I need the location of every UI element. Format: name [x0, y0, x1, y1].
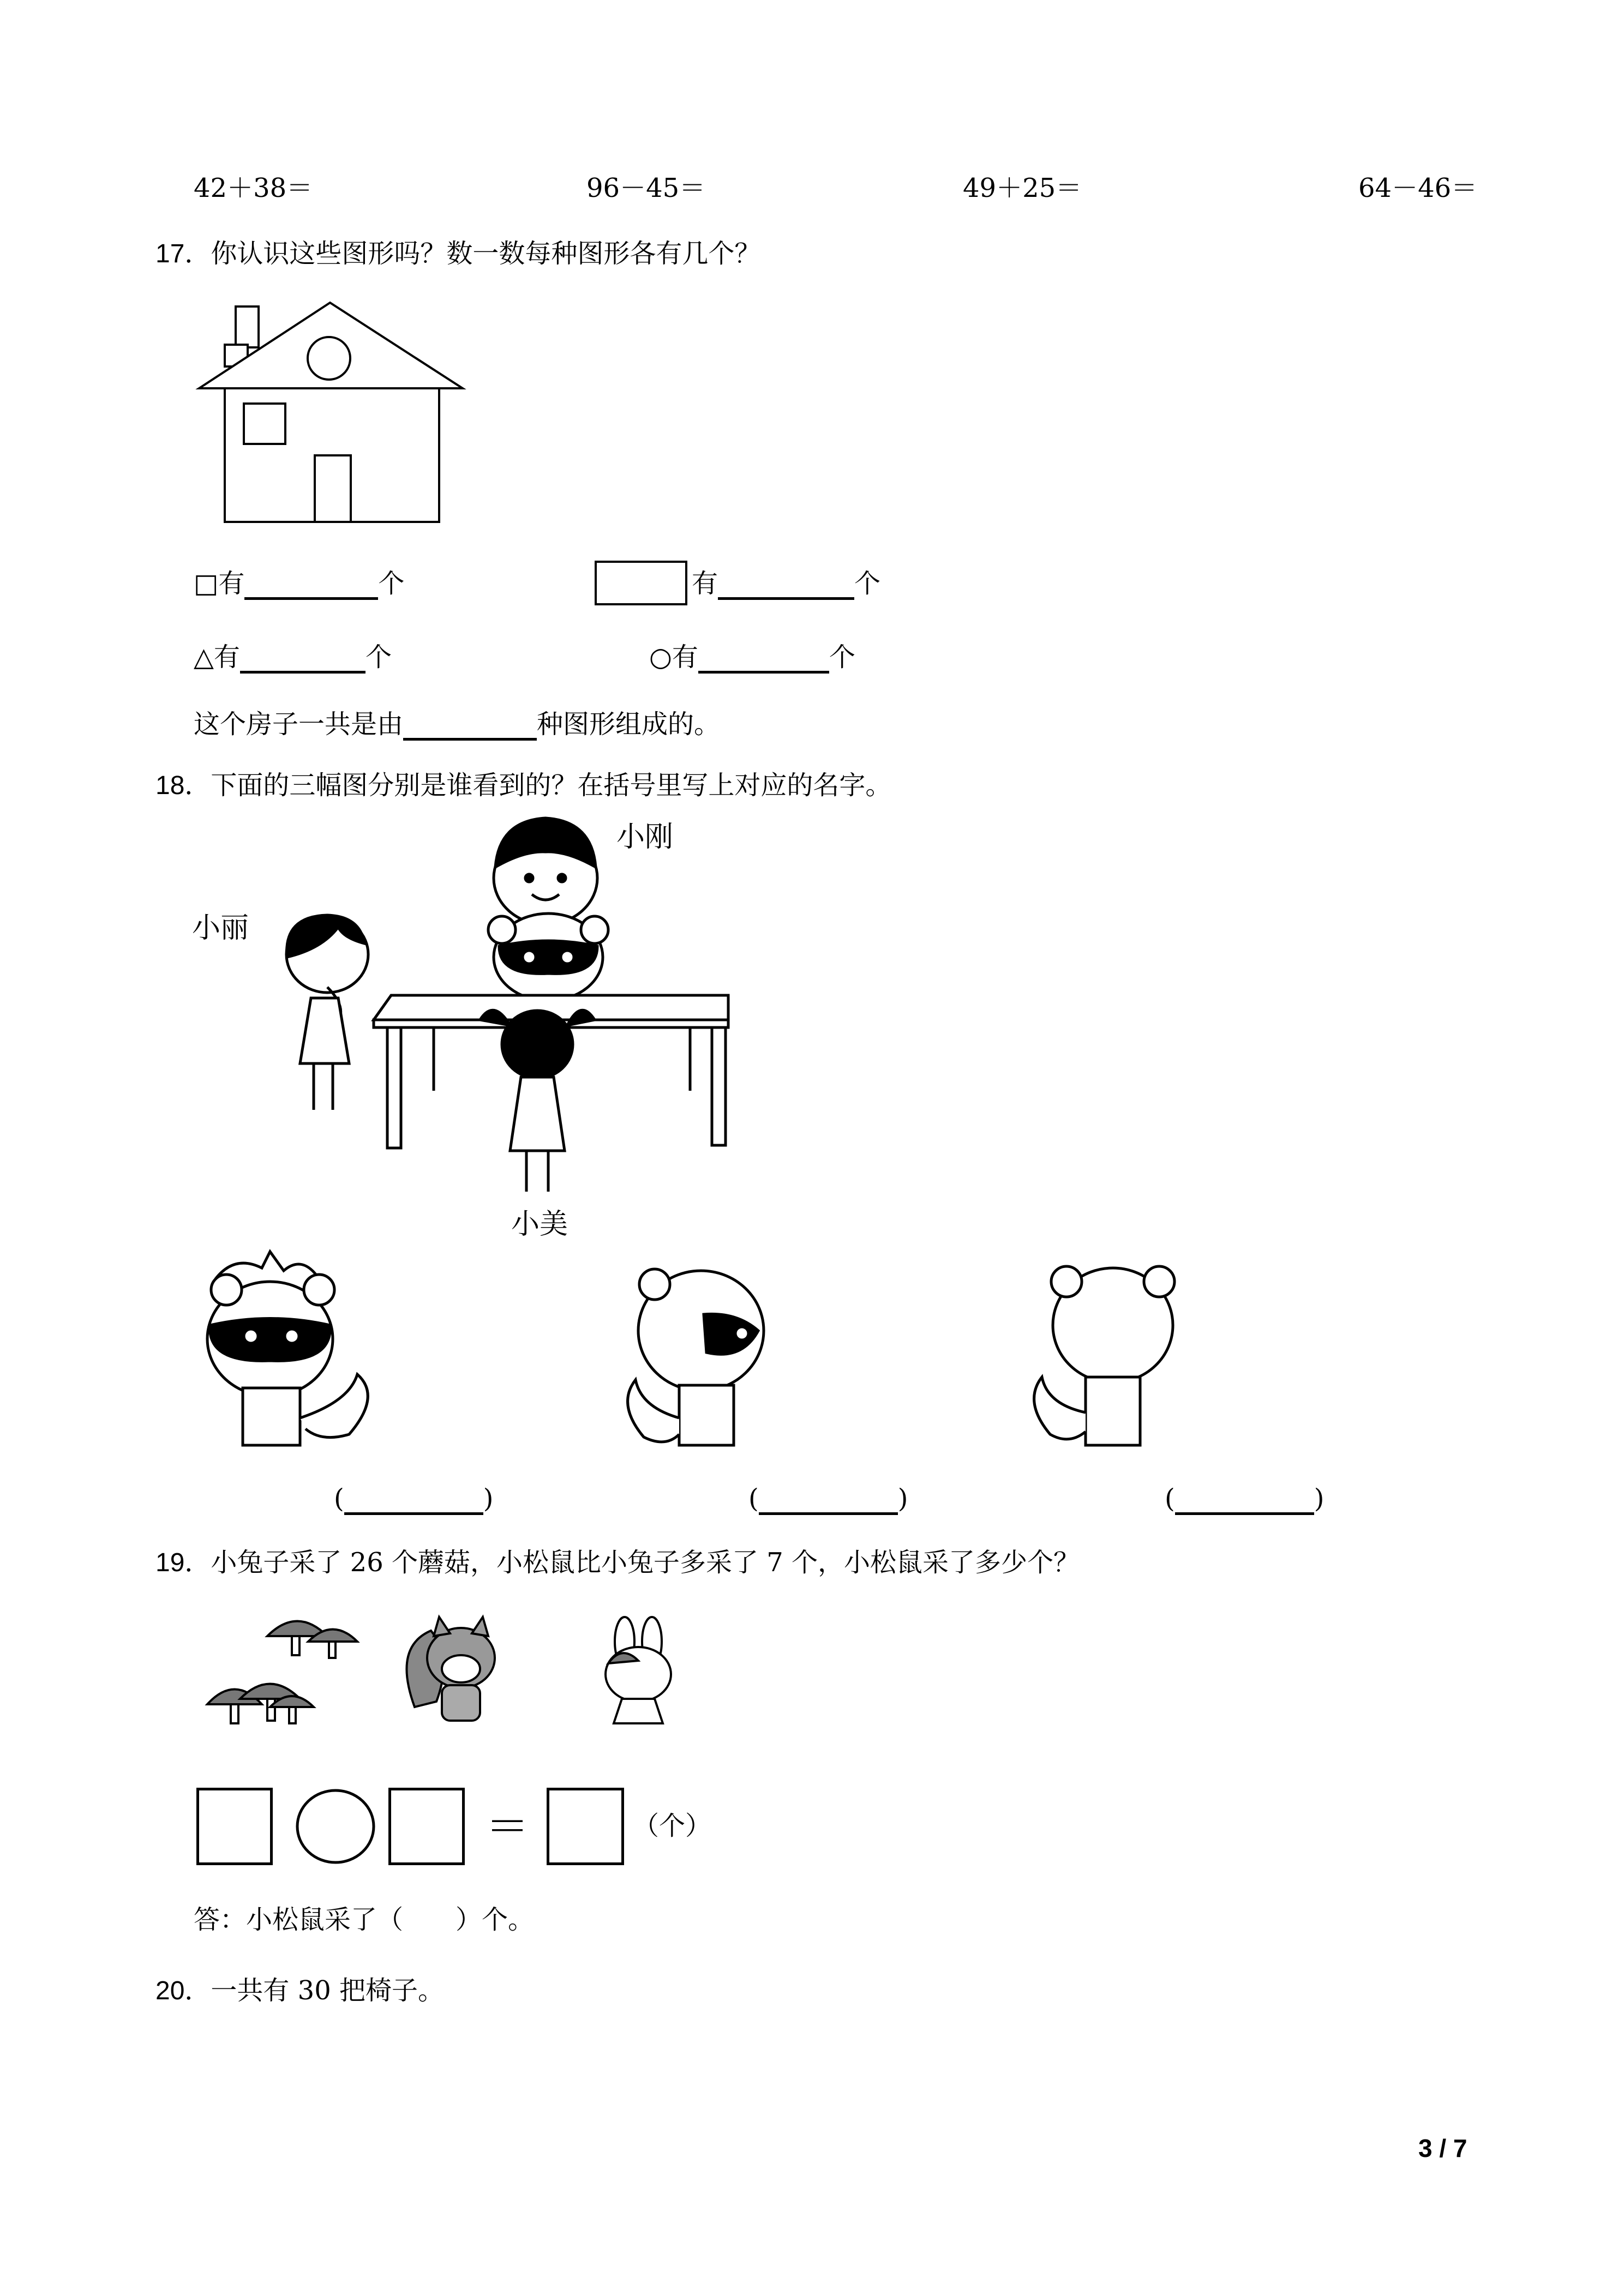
triangle-symbol: △ — [194, 642, 214, 672]
paren-open: ( — [334, 1483, 344, 1514]
has-label: 有 — [692, 568, 718, 599]
summary-suffix: 种图形组成的。 — [537, 709, 721, 740]
equation-result-box[interactable] — [547, 1788, 624, 1865]
paren-close: ) — [1314, 1483, 1325, 1514]
q19-answer: 答：小松鼠采了（ ）个。 — [194, 1904, 535, 1935]
q19-number: 19． — [155, 1548, 211, 1577]
name-xiaomei: 小美 — [511, 1208, 568, 1241]
has-label: 有 — [218, 568, 245, 599]
q17-number: 17． — [155, 239, 211, 268]
q17-text: 你认识这些图形吗？数一数每种图形各有几个？ — [211, 238, 761, 269]
name-xiaoli: 小丽 — [192, 912, 249, 945]
unit-label: 个 — [365, 642, 392, 672]
paren-close: ) — [483, 1483, 494, 1514]
circle-symbol: ○ — [649, 642, 672, 672]
unit-paren: （个） — [633, 1811, 712, 1841]
equation-operator-circle[interactable] — [295, 1788, 376, 1865]
q18-text: 下面的三幅图分别是谁看到的？在括号里写上对应的名字。 — [211, 770, 892, 801]
arith-1: 42＋38＝ — [194, 173, 313, 203]
arith-2: 96－45＝ — [586, 173, 706, 203]
q18-number: 18． — [155, 771, 211, 800]
has-label: 有 — [672, 642, 698, 672]
arith-4: 64－46＝ — [1358, 173, 1478, 203]
unit-label: 个 — [378, 568, 405, 599]
arith-3: 49＋25＝ — [963, 173, 1082, 203]
summary-prefix: 这个房子一共是由 — [194, 709, 404, 740]
has-label: 有 — [213, 642, 240, 672]
page-number: 3 / 7 — [1418, 2134, 1467, 2162]
small-square-symbol: □ — [194, 568, 219, 599]
equation-box-1[interactable] — [196, 1788, 273, 1865]
paren-open: ( — [1165, 1483, 1175, 1514]
paren-close: ) — [897, 1483, 908, 1514]
unit-label: 个 — [829, 642, 855, 672]
q20-text: 一共有 30 把椅子。 — [211, 1975, 445, 2006]
equation-box-2[interactable] — [388, 1788, 465, 1865]
q20-number: 20． — [155, 1976, 211, 2005]
unit-label: 个 — [854, 568, 881, 599]
q20-question — [155, 1974, 444, 2008]
name-xiaogang: 小刚 — [616, 821, 674, 854]
equals-sign: ＝ — [486, 1801, 529, 1852]
paren-open: ( — [748, 1483, 759, 1514]
q19-text: 小兔子采了 26 个蘑菇，小松鼠比小兔子多采了 7 个，小松鼠采了多少个？ — [211, 1547, 1080, 1578]
